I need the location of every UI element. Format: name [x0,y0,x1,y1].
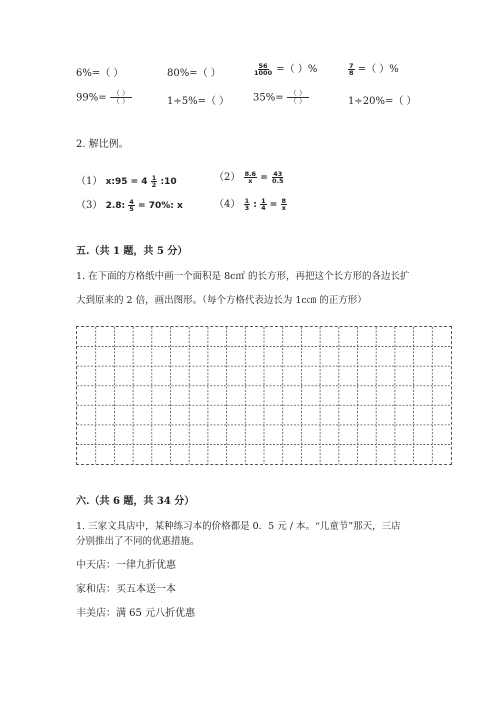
expression: 99%= [76,92,107,104]
equals-sign: = [260,173,268,183]
section-5-question-line-1: 1. 在下面的方格纸中画一个面积是 8c㎡ 的长方形，再把这个长方形的各边长扩 [76,271,410,282]
item-label: （4） [214,199,241,210]
fraction [244,198,251,212]
section-6-title: 六.（共 6 题，共 34 分） [76,496,195,507]
proportion-4 [214,195,287,212]
section-6-question-line-1: 1. 三家文具店中，某种练习本的价格都是 0．5 元 / 本。“儿童节”那天，三店 [76,521,401,532]
proportion-2 [214,168,285,185]
numerator: 8.6 [244,169,257,178]
question-2-title: 2. 解比例。 [76,139,129,150]
expression: x:95 = 4 [105,177,148,187]
fraction [260,198,267,212]
numerator: 43 [273,169,283,178]
fraction-blank [287,90,309,106]
expression-tail: = 70%: x [138,201,183,211]
equals-sign: = [269,200,278,210]
item-label: （2） [214,172,241,183]
denominator: 8 [349,69,354,77]
denominator: 3 [244,204,250,212]
denominator: 0.5 [272,177,284,185]
denominator: 2 [151,181,157,189]
conversion-99-percent [76,90,132,106]
item-label: （1） [76,176,103,187]
fraction [348,63,355,77]
fraction-blank [110,90,132,106]
shop-offer: 中天店：一律九折优惠 [76,560,176,571]
denominator-blank: （ ） [112,97,130,106]
answer-blank: =（ ）% [276,64,318,75]
conversion-1-div-20-percent: 1÷20%=（ ） [348,96,417,107]
fraction [128,199,135,213]
expression: 35%= [253,92,284,104]
proportion-1 [76,172,177,189]
colon: : [253,200,257,210]
grid-paper[interactable] [76,326,452,465]
fraction [253,63,273,77]
fraction [151,175,158,189]
fraction [271,171,285,185]
conversion-7-over-8 [348,60,399,77]
numerator: 56 [258,61,268,70]
denominator: 1000 [254,69,273,77]
grid-lines [77,327,453,466]
denominator: x [281,204,286,212]
numerator: 1 [151,173,157,182]
conversion-35-percent [253,90,309,106]
denominator-blank: （ ） [289,97,307,106]
expression-tail: :10 [160,177,177,187]
denominator: 4 [261,204,266,212]
section-6-question-line-2: 分别推出了不同的优惠措施。 [76,536,200,547]
shop-offer: 家和店：买五本送一本 [76,584,176,595]
denominator: 5 [129,205,134,213]
section-5-question-line-2: 大到原来的 2 倍，画出图形。（每个方格代表边长为 1c㎝ 的正方形） [76,295,367,306]
conversion-6-percent: 6%=（ ） [76,68,124,79]
conversion-56-over-1000 [253,60,317,77]
fraction [244,171,258,185]
numerator: 8 [281,196,287,205]
numerator-blank: （ ） [287,90,309,98]
conversion-80-percent: 80%=（ ） [167,68,221,79]
answer-blank: =（ ）% [357,64,399,75]
fraction [281,198,288,212]
denominator: x [248,177,253,185]
numerator: 4 [129,197,134,206]
section-5-title: 五.（共 1 题，共 5 分） [76,246,188,257]
expression: 2.8: [105,201,126,211]
numerator: 1 [261,196,266,205]
numerator-blank: （ ） [110,90,132,98]
numerator: 7 [349,61,354,70]
shop-offer: 丰美店：满 65 元八折优惠 [76,608,196,619]
proportion-3 [76,196,183,213]
conversion-1-div-5-percent: 1÷5%=（ ） [167,96,230,107]
item-label: （3） [76,200,103,211]
numerator: 1 [244,196,250,205]
